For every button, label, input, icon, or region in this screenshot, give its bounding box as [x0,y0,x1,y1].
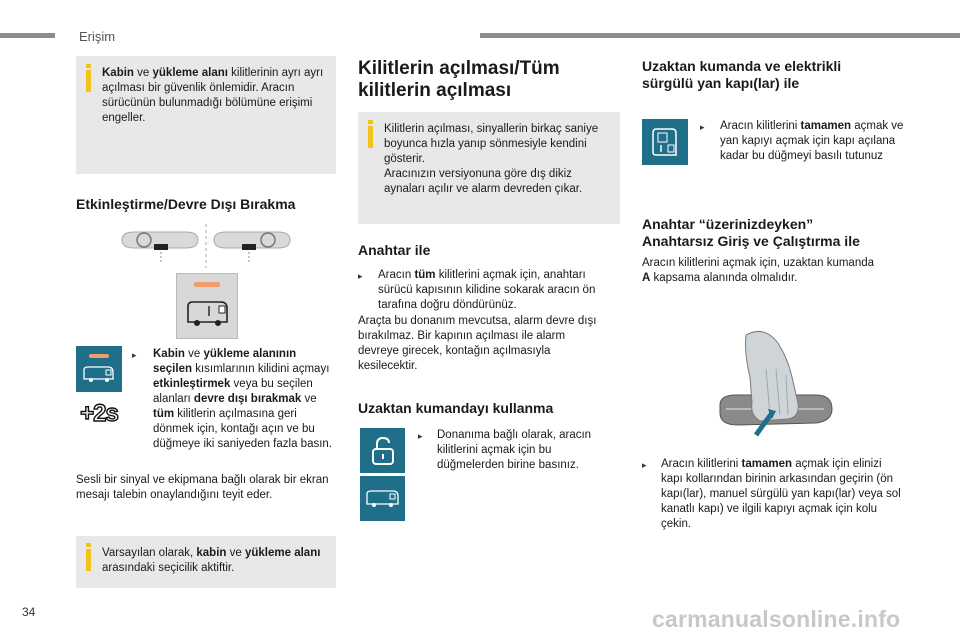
info-icon [368,126,373,148]
key-step [358,268,620,313]
info-box-separate-unlocking [76,56,336,174]
section-heading-sliding-door: Uzaktan kumanda ve elektrikli sürgülü yan kapı(lar) ile [642,58,842,91]
main-heading: Kilitlerin açılması/Tüm kilitlerin açılması [358,58,560,101]
handle-step [642,457,902,532]
info-icon [86,70,91,92]
van-icon [82,364,116,384]
alarm-paragraph: Araçta bu donanım mevcutsa, alarm devre dışı bırakılmaz. Bir kapının açılması ile alarm devreye girecek, kontağın açılmasıyla kesilecektir. [358,315,597,372]
remote-step [418,428,613,473]
van-lock-icon [365,488,401,510]
van-lock-icon [185,296,231,330]
watermark: carmanualsonline.info [652,606,901,632]
handle-step-text: Aracın kilitlerini tamamen açmak için elinizi kapı kollarından birinin arkasından geçirin (ön kapı(lar), manuel sürgülü yan kapı(lar) veya sol kanatlı kapı) ve ilgili kapıyı açmak için kolu çekin. [661,458,901,530]
confirmation-paragraph: Sesli bir sinyal ve ekipmana bağlı olarak bir ekran mesajı talebin onaylandığını teyit eder. [76,474,329,501]
info-icon [86,549,91,571]
sliding-door-step [700,119,910,164]
page-section-title: Erişim [79,29,116,44]
section-heading-remote: Uzaktan kumandayı kullanma [358,400,554,416]
sliding-door-step-text: Aracın kilitlerini tamamen açmak ve yan kapıyı açmak için kapı açılana kadar bu düğmeyi basılı tutunuz [720,120,904,162]
activation-step [132,347,332,452]
bullet-icon: ▸ [132,350,137,360]
section-heading-activation: Etkinleştirme/Devre Dışı Bırakma [76,196,296,212]
bullet-icon: ▸ [642,460,647,470]
page-number: 34 [22,605,36,619]
sliding-door-button-icon [642,119,688,165]
bullet-icon: ▸ [700,122,705,132]
open-padlock-icon [370,436,396,466]
door-handle-illustration [716,325,836,445]
selective-unlock-button-closeup [176,273,238,339]
info-text: Kilitlerin açılması, sinyallerin birkaç saniye boyunca hızla yanıp sönmesiyle kendini gösterir. Aracınızın versiyonuna göre dış dikiz aynaları açılır ve alarm devreden çıkar. [384,123,599,195]
info-text: Kabin ve yükleme alanı kilitlerinin ayrı ayrı açılması bir güvenlik önlemidir. Aracın sürücünün bulunmadığı bölümüne erişimi engeller. [102,67,324,124]
key-step-text: Aracın tüm kilitlerini açmak için, anahtarı sürücü kapısının kilidine sokarak aracın ön tarafına doğru döndürünüz. [378,269,596,311]
keyless-paragraph: Aracın kilitlerini açmak için, uzaktan kumanda A kapsama alanında olmalıdır. [642,257,875,284]
header-bar-right [480,33,960,38]
section-heading-key: Anahtar ile [358,242,431,258]
info-box-unlocking-signals [358,112,620,224]
hold-two-seconds-badge: +2s [80,399,118,427]
header-bar-left [0,33,55,38]
unlock-button-icon [360,428,405,473]
info-box-default-selectivity [76,536,336,588]
section-heading-keyless: Anahtar “üzerinizdeyken” Anahtarsız Giriş ve Çalıştırma ile [642,216,860,249]
remote-step-text: Donanıma bağlı olarak, aracın kilitlerini açmak için bu düğmelerden birine basınız. [437,429,592,471]
dashboard-buttons-illustration [114,222,294,270]
selective-unlock-button-icon [76,346,122,392]
unlock-cargo-button-icon [360,476,405,521]
van-side-door-icon [650,125,680,159]
orange-led-small [89,354,109,358]
bullet-icon: ▸ [418,431,423,441]
info-text: Varsayılan olarak, kabin ve yükleme alanı arasındaki seçicilik aktiftir. [102,547,321,574]
activation-step-text: Kabin ve yükleme alanının seçilen kısımlarının kilidini açmayı etkinleştirmek veya bu seçilen alanları devre dışı bırakmak ve tüm kilitlerin açılmasına geri dönmek için, kontağı açın ve bu düğmeye iki saniyeden fazla basın. [153,348,332,450]
bullet-icon: ▸ [358,271,363,281]
orange-led [194,282,220,287]
